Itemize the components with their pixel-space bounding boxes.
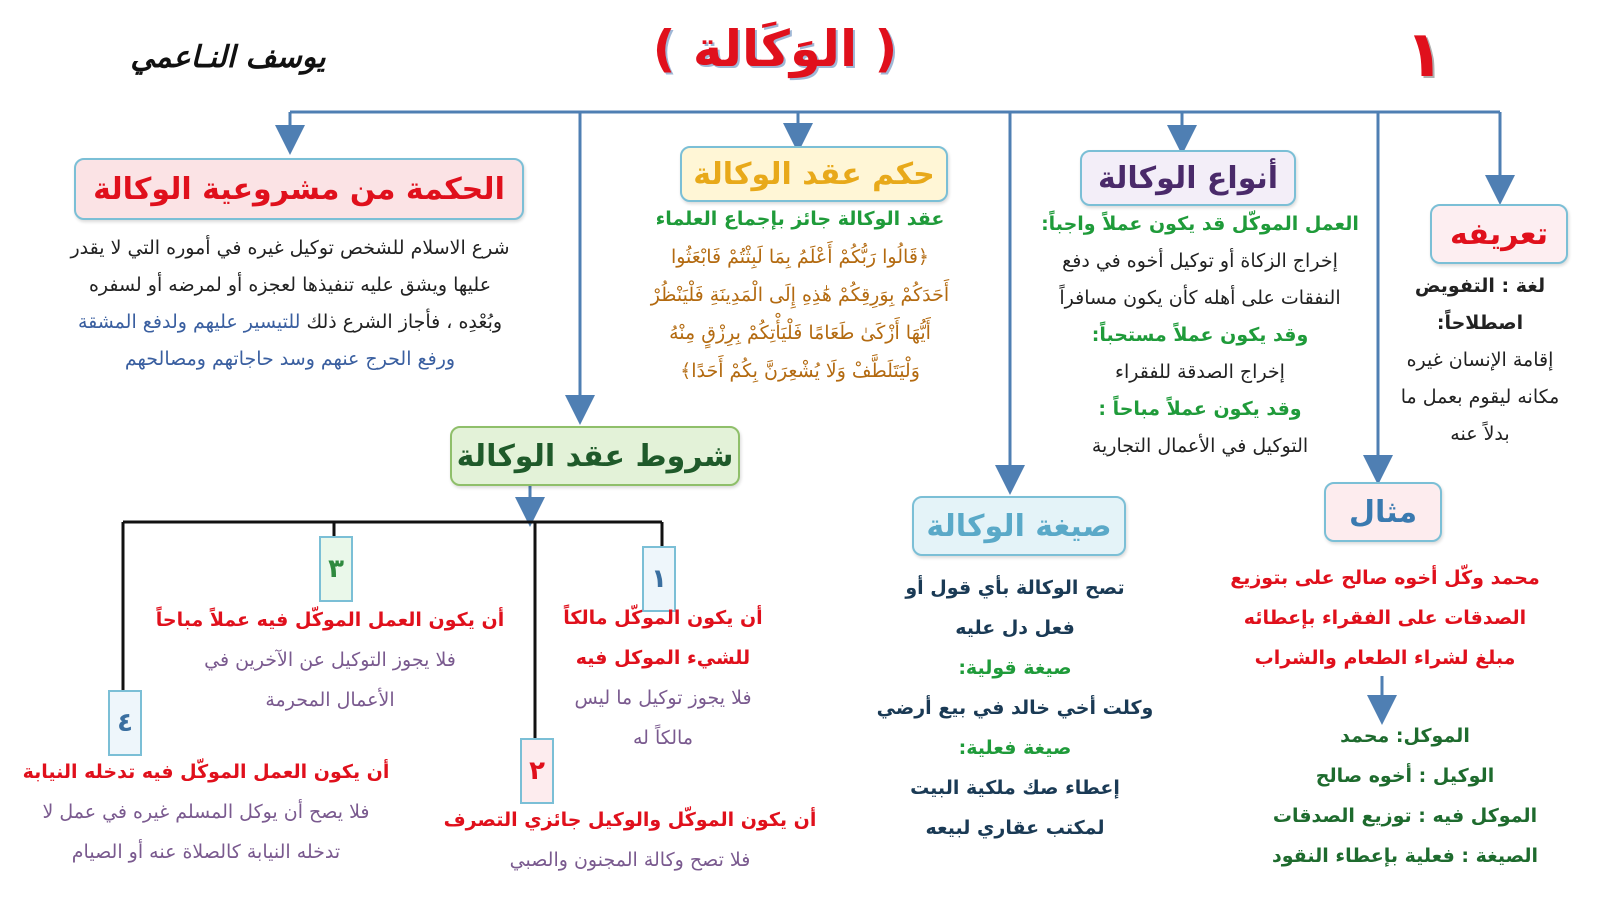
types-wajib-ex-2: النفقات على أهله كأن يكون مسافراً xyxy=(1059,287,1341,309)
wisdom-line-1: شرع الاسلام للشخص توكيل غيره في أموره التي لا يقدر xyxy=(70,237,510,259)
example-form: الصيغة : فعلية بإعطاء النقود xyxy=(1272,845,1538,867)
formula-verbal-label: صيغة قولية: xyxy=(958,657,1072,679)
condition-1-note-2: مالكاً له xyxy=(632,727,694,749)
wisdom-line-2: عليها ويشق عليه تنفيذها لعجزه أو لمرضه أو لسفره xyxy=(88,274,492,296)
definition-term-2: مكانه ليقوم بعمل ما xyxy=(1400,386,1560,408)
conditions-box xyxy=(450,426,740,486)
example-title: مثال xyxy=(1348,494,1418,530)
wisdom-line-3b: للتيسير عليهم ولدفع المشقة xyxy=(77,311,301,333)
ruling-text xyxy=(610,200,990,390)
formula-action-example-1: إعطاء صك ملكية البيت xyxy=(910,777,1120,799)
condition-4-text xyxy=(6,752,406,872)
ruling-verse-1: ﴿قَالُوا رَبُّكُمْ أَعْلَمُ بِمَا لَبِثْتُمْ فَابْعَثُوا xyxy=(670,246,930,268)
definition-term-1: إقامة الإنسان غيره xyxy=(1406,349,1554,371)
wisdom-title: الحكمة من مشروعية الوكالة xyxy=(93,171,505,207)
conditions-title: شروط عقد الوكالة xyxy=(456,438,734,474)
ruling-verse-3: أَيُّهَا أَزْكَىٰ طَعَامًا فَلْيَأْتِكُمْ بِرِزْقٍ مِنْهُ xyxy=(669,322,931,344)
definition-box xyxy=(1430,204,1568,264)
definition-term-3: بدلاً عنه xyxy=(1450,423,1510,445)
example-principal: الموكل: محمد xyxy=(1340,725,1470,747)
formula-action-example-2: لمكتب عقاري لبيعه xyxy=(925,817,1105,839)
wisdom-box xyxy=(74,158,524,220)
wisdom-line-3 xyxy=(20,304,560,341)
condition-1-note-1: فلا يجوز توكيل ما ليس xyxy=(574,687,752,709)
formula-text xyxy=(860,568,1170,848)
condition-1-title-2: للشيء الموكل فيه xyxy=(575,647,751,669)
condition-1-title-1: أن يكون الموكّل مالكاً xyxy=(563,607,763,629)
condition-2-title: أن يكون الموكّل والوكيل جائزي التصرف xyxy=(443,809,817,831)
types-wajib-label: العمل الموكّل قد يكون عملاً واجباً: xyxy=(1041,213,1359,235)
formula-action-label: صيغة فعلية: xyxy=(958,737,1072,759)
author-signature: يوسف النـاعمي xyxy=(130,40,326,75)
definition-lang: لغة : التفويض xyxy=(1414,275,1546,297)
condition-4-note-2: تدخله النيابة كالصلاة عنه أو الصيام xyxy=(71,841,341,863)
definition-title: تعريفه xyxy=(1450,216,1548,252)
condition-1-text xyxy=(548,598,778,758)
types-title: أنواع الوكالة xyxy=(1097,160,1279,196)
condition-2-note: فلا تصح وكالة المجنون والصبي xyxy=(509,849,751,871)
example-agent: الوكيل : أخوه صالح xyxy=(1315,765,1495,787)
example-line-1: محمد وكّل أخوه صالح على بتوزيع xyxy=(1230,567,1540,589)
condition-4-number: ٤ xyxy=(108,690,142,756)
page-title: ( الوَكَالة ) xyxy=(652,20,898,78)
ruling-title: حكم عقد الوكالة xyxy=(693,156,935,192)
formula-line-2: فعل دل عليه xyxy=(955,617,1075,639)
types-mustahab-label: وقد يكون عملاً مستحباً: xyxy=(1091,324,1309,346)
condition-3-text xyxy=(140,600,520,720)
ruling-verse-4: وَلْيَتَلَطَّفْ وَلَا يُشْعِرَنَّ بِكُمْ أَحَدًا﴾ xyxy=(680,360,920,382)
condition-2-text xyxy=(430,800,830,880)
types-wajib-ex-1: إخراج الزكاة أو توكيل أخوه في دفع xyxy=(1062,250,1338,272)
condition-4-title: أن يكون العمل الموكّل فيه تدخله النيابة xyxy=(22,761,390,783)
definition-term-label: اصطلاحاً: xyxy=(1436,312,1524,334)
types-mubah-ex: التوكيل في الأعمال التجارية xyxy=(1091,435,1309,457)
wisdom-line-3a: وبُعْدِه ، فأجاز الشرع ذلك xyxy=(300,311,503,333)
wisdom-text xyxy=(20,230,560,378)
ruling-statement: عقد الوكالة جائز بإجماع العلماء xyxy=(655,208,945,230)
condition-3-number: ٣ xyxy=(319,536,353,602)
condition-1-number: ١ xyxy=(642,546,676,612)
example-parts xyxy=(1240,716,1570,876)
types-box xyxy=(1080,150,1296,206)
ruling-box xyxy=(680,146,948,202)
formula-line-1: تصح الوكالة بأي قول أو xyxy=(905,577,1125,599)
example-line-2: الصدقات على الفقراء بإعطائه xyxy=(1243,607,1527,629)
types-text xyxy=(1035,206,1365,465)
condition-3-note-2: الأعمال المحرمة xyxy=(265,689,395,711)
condition-2-number: ٢ xyxy=(520,738,554,804)
wisdom-line-4: ورفع الحرج عنهم وسد حاجاتهم ومصالحهم xyxy=(124,348,456,370)
condition-3-note-1: فلا يجوز التوكيل عن الآخرين في xyxy=(204,649,456,671)
condition-3-title: أن يكون العمل الموكّل فيه عملاً مباحاً xyxy=(155,609,505,631)
definition-text xyxy=(1380,268,1580,453)
example-text xyxy=(1210,558,1560,678)
ruling-verse-2: أَحَدَكُمْ بِوَرِقِكُمْ هَٰذِهِ إِلَى الْمَدِينَةِ فَلْيَنْظُرْ xyxy=(650,284,950,306)
formula-box xyxy=(912,496,1126,556)
types-mustahab-ex: إخراج الصدقة للفقراء xyxy=(1115,361,1285,383)
formula-title: صيغة الوكالة xyxy=(926,508,1112,544)
types-mubah-label: وقد يكون عملاً مباحاً : xyxy=(1098,398,1302,420)
example-line-3: مبلغ لشراء الطعام والشراب xyxy=(1254,647,1516,669)
example-box xyxy=(1324,482,1442,542)
page-number: ١ xyxy=(1405,18,1445,92)
condition-4-note-1: فلا يصح أن يوكل المسلم غيره في عمل لا xyxy=(42,801,370,823)
example-subject: الموكل فيه : توزيع الصدقات xyxy=(1272,805,1538,827)
formula-verbal-example: وكلت أخي خالد في بيع أرضي xyxy=(876,697,1154,719)
